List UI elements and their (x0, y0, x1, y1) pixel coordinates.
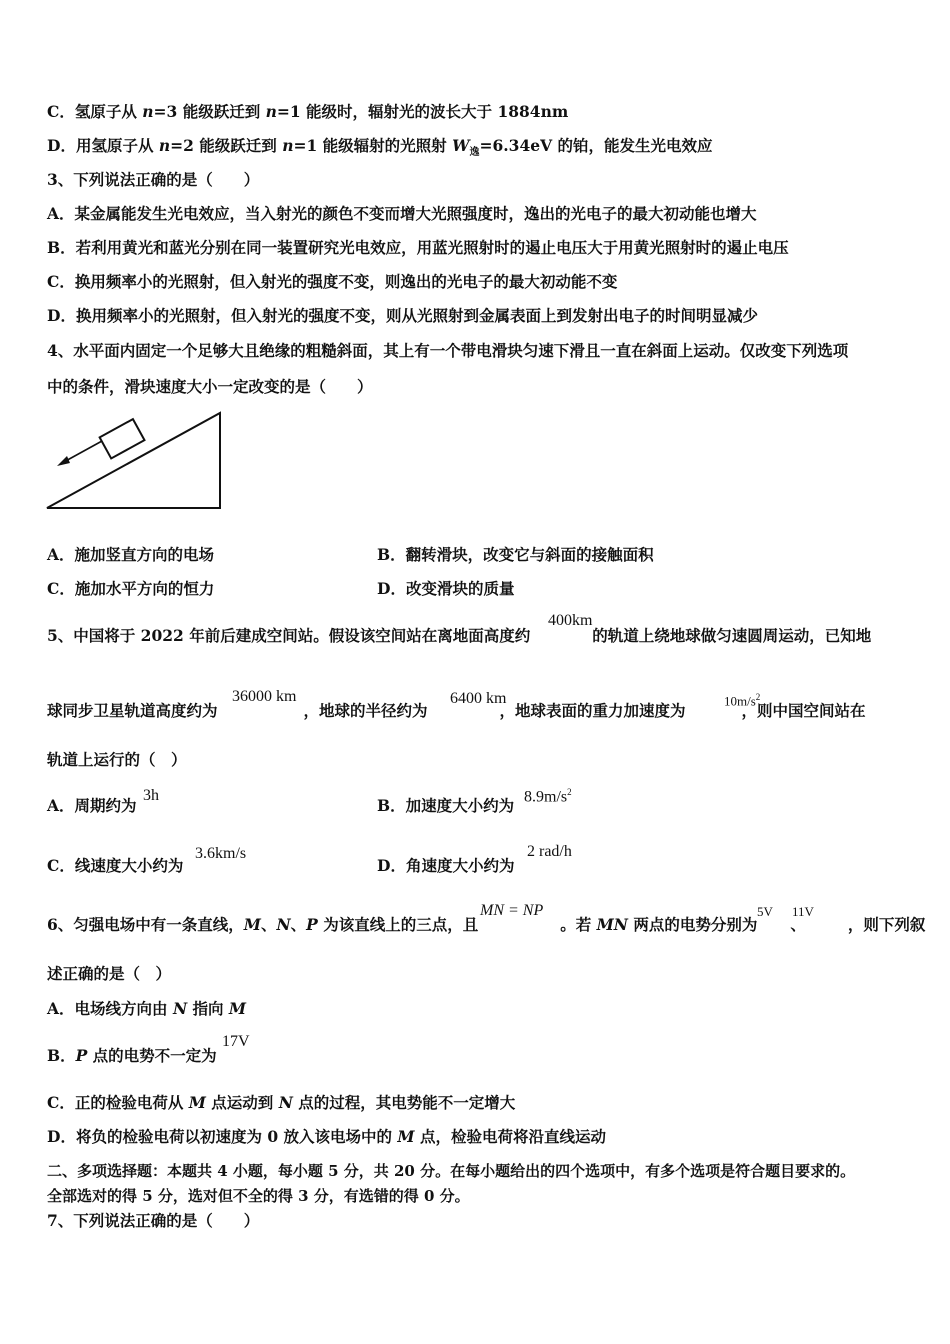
q4-option-d: D．改变滑块的质量 (377, 579, 515, 598)
q5-option-c-value: 3.6km/s (195, 845, 247, 862)
q5-option-b: B．加速度大小约为 (377, 796, 515, 815)
q5-line1: 5、中国将于 2022 年前后建成空间站。假设该空间站在离地面高度约 的轨道上绕地球做匀速圆周运动，已知地 (47, 626, 872, 645)
section2-heading-line1: 二、多项选择题：本题共 4 小题，每小题 5 分，共 20 分。在每小题给出的四个选项中，有多个选项是符合题目要求的。 (47, 1162, 856, 1180)
q6-option-b: B．P 点的电势不一定为 (47, 1046, 217, 1065)
q6-equation: MN = NP (480, 902, 544, 919)
arrow-head (57, 456, 70, 466)
q2-option-d: D．用氢原子从 n=2 能级跃迁到 n=1 能级辐射的光照射 $W_逸=6.34eV$ 的铂，能发生光电效应 (47, 136, 713, 159)
q6-potential-m: 5V (757, 904, 773, 919)
q5-option-d-value: 2 rad/h (527, 843, 572, 860)
q4-option-a: A．施加竖直方向的电场 (47, 545, 215, 564)
q4-stem-line1: 4、水平面内固定一个足够大且绝缘的粗糙斜面，其上有一个带电滑块匀速下滑且一直在斜面上运动。仅改变下列选项 (47, 341, 849, 360)
section2-heading-line2: 全部选对的得 5 分，选对但不全的得 3 分，有选错的得 0 分。 (47, 1187, 470, 1205)
q4-stem-line2: 中的条件，滑块速度大小一定改变的是（ ） (47, 377, 373, 396)
q4-option-b: B．翻转滑块，改变它与斜面的接触面积 (377, 545, 654, 564)
q5-option-d: D．角速度大小约为 (377, 856, 515, 875)
q3-option-b: B．若利用黄光和蓝光分别在同一装置研究光电效应，用蓝光照射时的遏止电压大于用黄光照射时的遏止电压 (47, 238, 789, 257)
q6-line2: 述正确的是（ ） (47, 964, 172, 983)
q6-option-a: A．电场线方向由 N 指向 M (47, 999, 247, 1018)
q5-line3: 轨道上运行的（ ） (47, 750, 187, 769)
q2-option-c: C．氢原子从 n=3 能级跃迁到 n=1 能级时，辐射光的波长大于 1884nm (47, 102, 569, 121)
q5-earth-radius: 6400 km (450, 690, 507, 707)
q3-option-c: C．换用频率小的光照射，但入射光的强度不变，则逸出的光电子的最大初动能不变 (47, 272, 618, 291)
q5-sync-height: 36000 km (232, 688, 297, 705)
q6-option-b-value: 17V (222, 1033, 250, 1050)
q6-option-d: D．将负的检验电荷以初速度为 0 放入该电场中的 M 点，检验电荷将沿直线运动 (47, 1127, 606, 1146)
q6-option-c: C．正的检验电荷从 M 点运动到 N 点的过程，其电势能不一定增大 (47, 1093, 516, 1112)
q5-option-a: A．周期约为 (47, 796, 137, 815)
q5-line2: 球同步卫星轨道高度约为 ，地球的半径约为 ，地球表面的重力加速度为 ，则中国空间站在 (47, 701, 866, 720)
q3-option-d: D．换用频率小的光照射，但入射光的强度不变，则从光照射到金属表面上到发射出电子的时间明显减少 (47, 306, 758, 325)
q4-option-c: C．施加水平方向的恒力 (47, 579, 215, 598)
q6-potential-n: 11V (792, 904, 814, 919)
q5-gravity: $10m/s^2$ (724, 692, 761, 709)
q3-stem: 3、下列说法正确的是（ ） (47, 170, 260, 189)
q5-option-a-value: 3h (143, 787, 159, 804)
q5-option-b-value: $8.9m/s^2$ (524, 787, 572, 806)
q5-option-c: C．线速度大小约为 (47, 856, 184, 875)
q7-stem: 7、下列说法正确的是（ ） (47, 1211, 260, 1230)
slider-block (100, 419, 145, 458)
q3-option-a: A．某金属能发生光电效应，当入射光的颜色不变而增大光照强度时，逸出的光电子的最大初动能也增大 (47, 204, 757, 223)
q6-line1: 6、匀强电场中有一条直线，M、N、P 为该直线上的三点，且 。若 MN 两点的电势分别为 、 ，则下列叙 (47, 915, 926, 934)
incline-diagram (40, 405, 230, 515)
q5-height: 400km (548, 612, 593, 629)
